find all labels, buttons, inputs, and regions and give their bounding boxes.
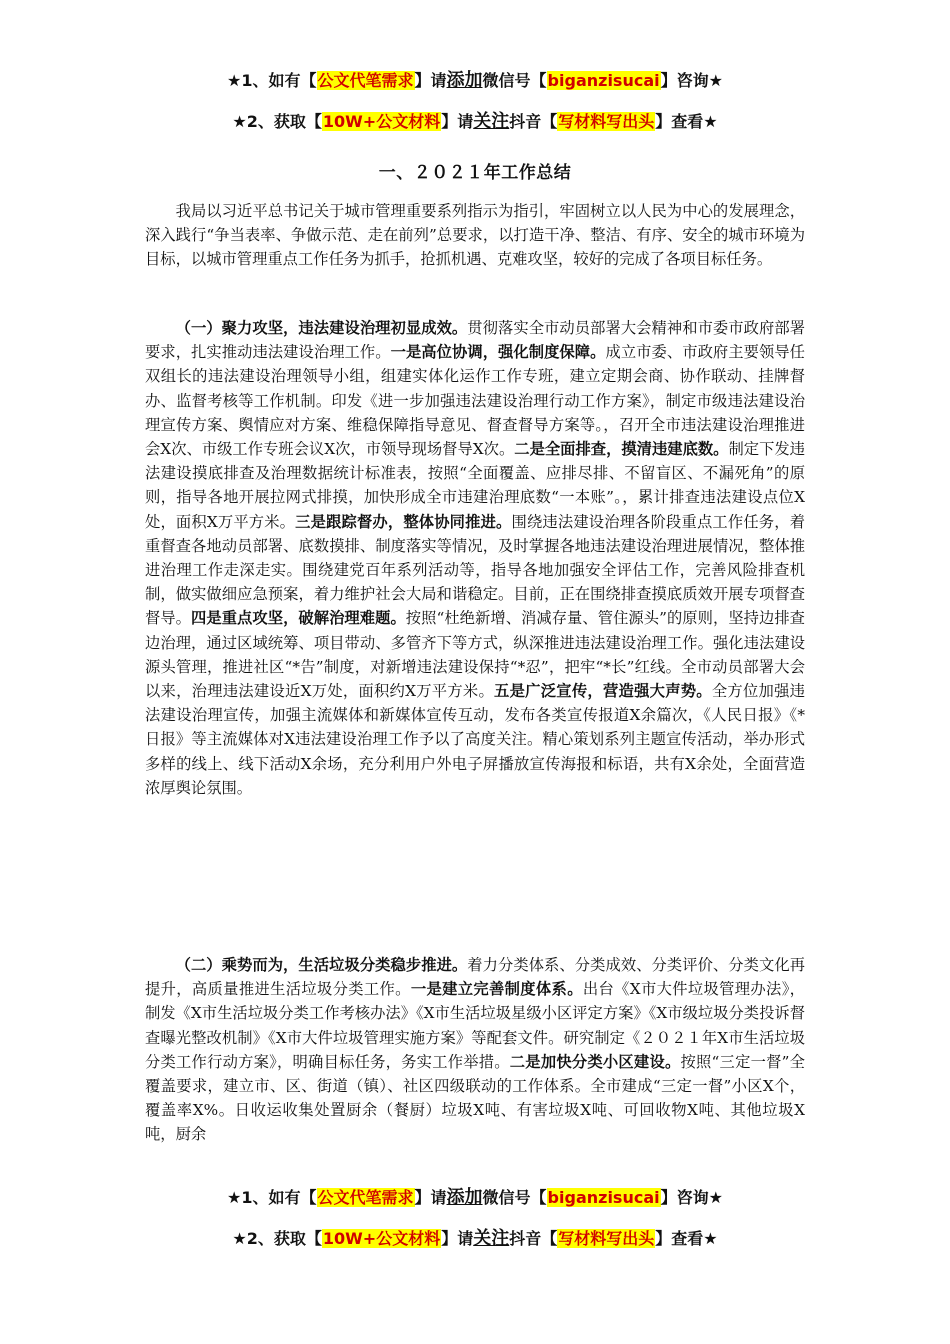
banner-text: 】请 xyxy=(414,1188,447,1207)
promo-banner-wechat-footer xyxy=(0,1187,950,1209)
section-2-paragraph xyxy=(145,953,805,1147)
section-2 xyxy=(145,953,805,1147)
section-1-point-3: 三是跟踪督办，整体协同推进。 xyxy=(295,512,512,531)
banner-text: 抖音【 xyxy=(509,112,558,131)
emphasis-add: 添加 xyxy=(446,70,483,91)
section-1-point-2: 二是全面排查，摸清违建底数。 xyxy=(514,440,729,459)
banner-text: 】请 xyxy=(441,1229,474,1248)
highlight-douyin-id: 写材料写出头 xyxy=(558,112,655,131)
highlight-service: 公文代笔需求 xyxy=(317,71,414,90)
section-1 xyxy=(145,316,805,800)
section-1-point-1: 一是高位协调，强化制度保障。 xyxy=(390,343,606,362)
section-2-text: 出台《X市大件垃圾管理办法》，制发《X市生活垃圾分类工作考核办法》《X市生活垃圾星级小区评定方案》《X市级垃圾分类投诉督查曝光整改机制》《X市大件垃圾管理实施方案》等配套文件。研究制定《２０２１年X市生活垃圾分类工作行动方案》，明确目标任务，务实工作举措。 xyxy=(145,980,805,1071)
section-1-heading: （一）聚力攻坚，违法建设治理初显成效。 xyxy=(175,319,468,337)
intro-text: 我局以习近平总书记关于城市管理重要系列指示为指引，牢固树立以人民为中心的发展理念，深入践行“争当表率、争做示范、走在前列”总要求，以打造干净、整洁、有序、安全的城市环境为目标，以城市管理重点工作任务为抓手，抢抓机遇、克难攻坚，较好的完成了各项目标任务。 xyxy=(145,202,805,269)
highlight-materials: 10W+公文材料 xyxy=(322,112,441,131)
section-1-text: 全方位加强违法建设治理宣传，加强主流媒体和新媒体宣传互动，发布各类宣传报道X余篇次，《人民日报》《*日报》等主流媒体对X违法建设治理工作予以了高度关注。精心策划系列主题宣传活动，举办形式多样的线上、线下活动X余场，充分利用户外电子屏播放宣传海报和标语，共有X余处，全面营造浓厚舆论氛围。 xyxy=(145,682,805,797)
highlight-wechat-id: biganzisucai xyxy=(547,71,660,90)
banner-text: ★1、如有【 xyxy=(227,71,317,90)
banner-text: 微信号【 xyxy=(482,1188,547,1207)
promo-banner-wechat xyxy=(0,70,950,92)
highlight-wechat-id: biganzisucai xyxy=(547,1188,660,1207)
section-2-point-1: 一是建立完善制度体系。 xyxy=(410,980,583,999)
section-1-paragraph xyxy=(145,316,805,800)
section-1-text: 按照“杜绝新增、消减存量、管住源头”的原则，坚持边排查边治理，通过区域统筹、项目带动、多管齐下等方式，纵深推进违法建设治理工作。强化违法建设源头管理，推进社区“*告”制度，对新增违法建设保持“*忍”，把牢“*长”红线。全市动员部署大会以来，治理违法建设近X万处，面积约X万平方米。 xyxy=(145,609,805,701)
section-1-text: 成立市委、市政府主要领导任双组长的违法建设治理领导小组，组建实体化运作工作专班，建立定期会商、协作联动、挂牌督办、监督考核等工作机制。印发《进一步加强违法建设治理行动工作方案》，制定市级违法建设治理宣传方案、舆情应对方案、维稳保障指导意见、督查督导方案等。，召开全市违法建设治理推进会X次、市级工作专班会议X次，市领导现场督导X次。 xyxy=(145,343,805,459)
banner-text: 】咨询★ xyxy=(660,1188,723,1207)
section-1-point-5: 五是广泛宣传，营造强大声势。 xyxy=(494,682,712,701)
banner-text: 】请 xyxy=(414,71,447,90)
banner-text: 】查看★ xyxy=(655,112,718,131)
banner-text: 】查看★ xyxy=(655,1229,718,1248)
banner-text: ★2、获取【 xyxy=(232,112,322,131)
banner-text: ★2、获取【 xyxy=(232,1229,322,1248)
highlight-service: 公文代笔需求 xyxy=(317,1188,414,1207)
section-2-point-2: 二是加快分类小区建设。 xyxy=(509,1052,681,1071)
highlight-douyin-id: 写材料写出头 xyxy=(558,1229,655,1248)
section-2-text: 按照“三定一督”全覆盖要求，建立市、区、街道（镇）、社区四级联动的工作体系。全市建成“三定一督”小区X个，覆盖率X%。日收运收集处置厨余（餐厨）垃圾X吨、有害垃圾X吨、可回收物X吨、其他垃圾X吨，厨余 xyxy=(145,1052,805,1144)
banner-text: 】请 xyxy=(441,112,474,131)
section-1-text: 围绕违法建设治理各阶段重点工作任务，着重督查各地动员部署、底数摸排、制度落实等情况，及时掌握各地违法建设治理进展情况，整体推进治理工作走深走实。围绕建党百年系列活动等，指导各地加强安全评估工作，完善风险排查机制，做实做细应急预案，着力维护社会大局和谐稳定。目前，正在围绕排查摸底质效开展专项督查督导。 xyxy=(145,512,805,628)
emphasis-follow: 关注 xyxy=(473,1228,510,1249)
highlight-materials: 10W+公文材料 xyxy=(322,1229,441,1248)
intro-paragraph xyxy=(145,199,805,272)
promo-banner-douyin-footer xyxy=(0,1228,950,1250)
banner-text: 抖音【 xyxy=(509,1229,558,1248)
section-1-text: 制定下发违法建设摸底排查及治理数据统计标准表，按照“全面覆盖、应排尽排、不留盲区、不漏死角”的原则，指导各地开展拉网式排摸，加快形成全市违建治理底数“一本账”。，累计排查违法建设点位X处，面积X万平方米。 xyxy=(145,440,805,531)
banner-text: 】咨询★ xyxy=(660,71,723,90)
section-2-text: 着力分类体系、分类成效、分类评价、分类文化再提升，高质量推进生活垃圾分类工作。 xyxy=(145,956,805,999)
section-2-heading: （二）乘势而为，生活垃圾分类稳步推进。 xyxy=(175,956,468,974)
section-1-point-4: 四是重点攻坚，破解治理难题。 xyxy=(191,609,406,628)
banner-text: ★1、如有【 xyxy=(227,1188,317,1207)
section-1-text: 贯彻落实全市动员部署大会精神和市委市政府部署要求，扎实推动违法建设治理工作。 xyxy=(145,319,805,362)
emphasis-follow: 关注 xyxy=(473,111,510,132)
promo-banner-douyin xyxy=(0,111,950,133)
section-title: 一、２０２１年工作总结 xyxy=(378,163,572,183)
emphasis-add: 添加 xyxy=(446,1187,483,1208)
banner-text: 微信号【 xyxy=(482,71,547,90)
